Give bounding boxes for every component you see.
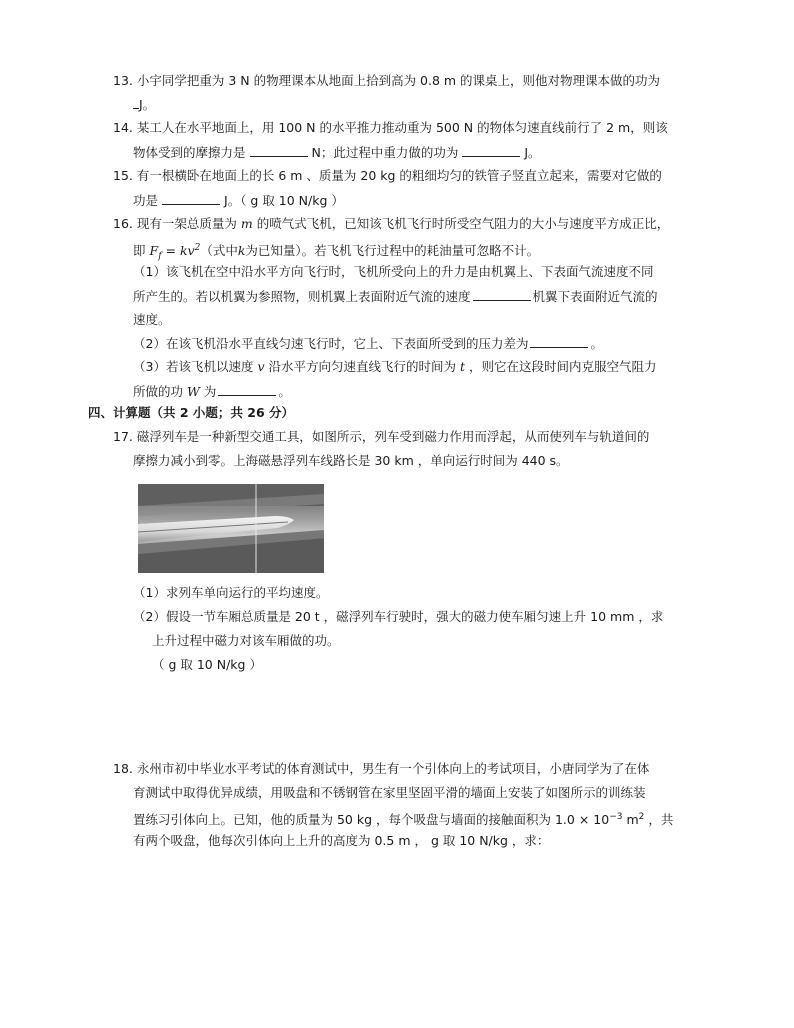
q18-line1: 18. 永州市初中毕业水平考试的体育测试中，男生有一个引体向上的考试项目，小唐同学为了在体 — [113, 761, 650, 776]
q13-line1: 13. 小宇同学把重为 3 N 的物理课本从地面上拾到高为 0.8 m 的课桌上，则他对物理课本做的功为 — [113, 73, 661, 88]
q14-line2 — [133, 143, 541, 162]
q16-sub3-text-e: 为 — [203, 384, 217, 399]
q15-text-a: 功是 — [133, 193, 159, 208]
q14-text-a: 物体受到的摩擦力是 — [133, 145, 246, 160]
q15-text-b: J。（ g 取 10 N/kg ） — [224, 193, 344, 208]
q16-var-k: k — [237, 243, 246, 259]
q16-var-m: m — [240, 216, 253, 231]
q16-sub3-text-b: 沿水平方向匀速直线飞行的时间为 — [268, 359, 457, 374]
q13-line2 — [133, 95, 155, 114]
q16-text-d: （式中 — [200, 243, 238, 259]
q16-text-e: 为已知量）。若飞机飞行过程中的耗油量可忽略不计。 — [245, 243, 540, 259]
q18-line3 — [133, 808, 673, 829]
q15-blank-work[interactable] — [162, 191, 220, 205]
q14-line1: 14. 某工人在水平地面上，用 100 N 的水平推力推动重为 500 N 的物体匀速直线前行了 2 m，则该 — [113, 120, 668, 135]
q16-text-a: 16. 现有一架总质量为 — [113, 216, 237, 231]
q17-line2: 摩擦力减小到零。上海磁悬浮列车线路长是 30 km ，单向运行时间为 440 s。 — [133, 453, 569, 468]
q15-line2 — [133, 191, 344, 210]
q16-line1 — [113, 215, 669, 233]
q16-sub2-end: 。 — [590, 336, 603, 351]
q16-sub3-text-c: ，则它在这段时间内克服空气阻力 — [469, 359, 657, 374]
q18-text-a: 置练习引体向上。已知，他的质量为 50 kg ，每个吸盘与墙面的接触面积为 1.0 × 10 — [133, 812, 610, 828]
q16-formula-sup: 2 — [194, 243, 201, 253]
q18-unit-exponent: 2 — [638, 812, 645, 822]
q18-line4: 有两个吸盘，他每次引体向上上升的高度为 0.5 m ， g 取 10 N/kg ，求： — [133, 833, 550, 848]
q18-exponent: −3 — [609, 812, 623, 822]
q14-text-c: J。 — [524, 145, 541, 160]
q16-text-c: 即 — [133, 243, 146, 259]
q16-sub3-end: 。 — [278, 384, 291, 399]
section-heading: 四、计算题（共 2 小题；共 26 分） — [88, 405, 295, 420]
q16-formula-sub: f — [158, 251, 162, 262]
q16-sub3-text-a: （3）若该飞机以速度 — [133, 359, 254, 374]
q16-var-w: W — [187, 384, 200, 399]
q16-sub3-blank[interactable] — [218, 382, 276, 396]
q18-line2: 育测试中取得优异成绩，用吸盘和不锈钢管在家里坚固平滑的墙面上安装了如图所示的训练装 — [133, 785, 646, 800]
q16-formula — [149, 243, 201, 262]
q16-sub1-text-b: 机翼下表面附近气流的 — [532, 289, 658, 304]
q18-unit: m — [622, 812, 639, 828]
maglev-train-illustration — [138, 484, 324, 573]
q16-text-b: 的喷气式飞机，已知该飞机飞行时所受空气阻力的大小与速度平方成正比， — [256, 216, 670, 231]
q16-var-v: v — [257, 359, 265, 374]
q18-text-c: ，共 — [644, 812, 674, 828]
q16-formula-rest: = kv — [161, 243, 195, 259]
q16-sub1-line2 — [133, 287, 658, 306]
q17-sub2-line3: （ g 取 10 N/kg ） — [152, 657, 262, 672]
q16-sub1-line1: （1）该飞机在空中沿水平方向飞行时，飞机所受向上的升力是由机翼上、下表面气流速度不同 — [133, 264, 654, 279]
q16-sub3-line2 — [133, 382, 291, 401]
q15-line1: 15. 有一根横卧在地面上的长 6 m 、质量为 20 kg 的粗细均匀的铁管子竖直立起来，需要对它做的 — [113, 168, 662, 183]
q16-sub2-text: （2）在该飞机沿水平直线匀速飞行时，它上、下表面所受到的压力差为 — [133, 336, 529, 351]
q17-sub1: （1）求列车单向运行的平均速度。 — [133, 585, 329, 600]
q13-unit: J。 — [139, 97, 156, 112]
q14-text-b: N；此过程中重力做的功为 — [311, 145, 459, 160]
maglev-train-photo — [138, 484, 324, 573]
q16-sub2 — [133, 334, 603, 353]
q16-sub1-line3: 速度。 — [133, 312, 171, 327]
q16-sub2-blank[interactable] — [530, 334, 588, 348]
q16-sub1-text-a: 所产生的。若以机翼为参照物，则机翼上表面附近气流的速度 — [133, 289, 471, 304]
q17-sub2-line2: 上升过程中磁力对该车厢做的功。 — [152, 633, 340, 648]
q16-line2 — [133, 239, 539, 266]
q16-formula-f: F — [149, 243, 159, 259]
q14-blank-work[interactable] — [462, 143, 520, 157]
q16-var-t: t — [460, 359, 466, 374]
q16-sub3-line1 — [133, 358, 657, 376]
q17-sub2-line1: （2）假设一节车厢总质量是 20 t ，磁浮列车行驶时，强大的磁力使车厢匀速上升 10 mm ，求 — [133, 609, 664, 624]
q16-sub3-text-d: 所做的功 — [133, 384, 184, 399]
q16-sub1-blank[interactable] — [473, 287, 531, 301]
q14-blank-friction[interactable] — [250, 143, 308, 157]
q17-line1: 17. 磁浮列车是一种新型交通工具，如图所示，列车受到磁力作用而浮起，从而使列车与轨道间的 — [113, 429, 650, 444]
